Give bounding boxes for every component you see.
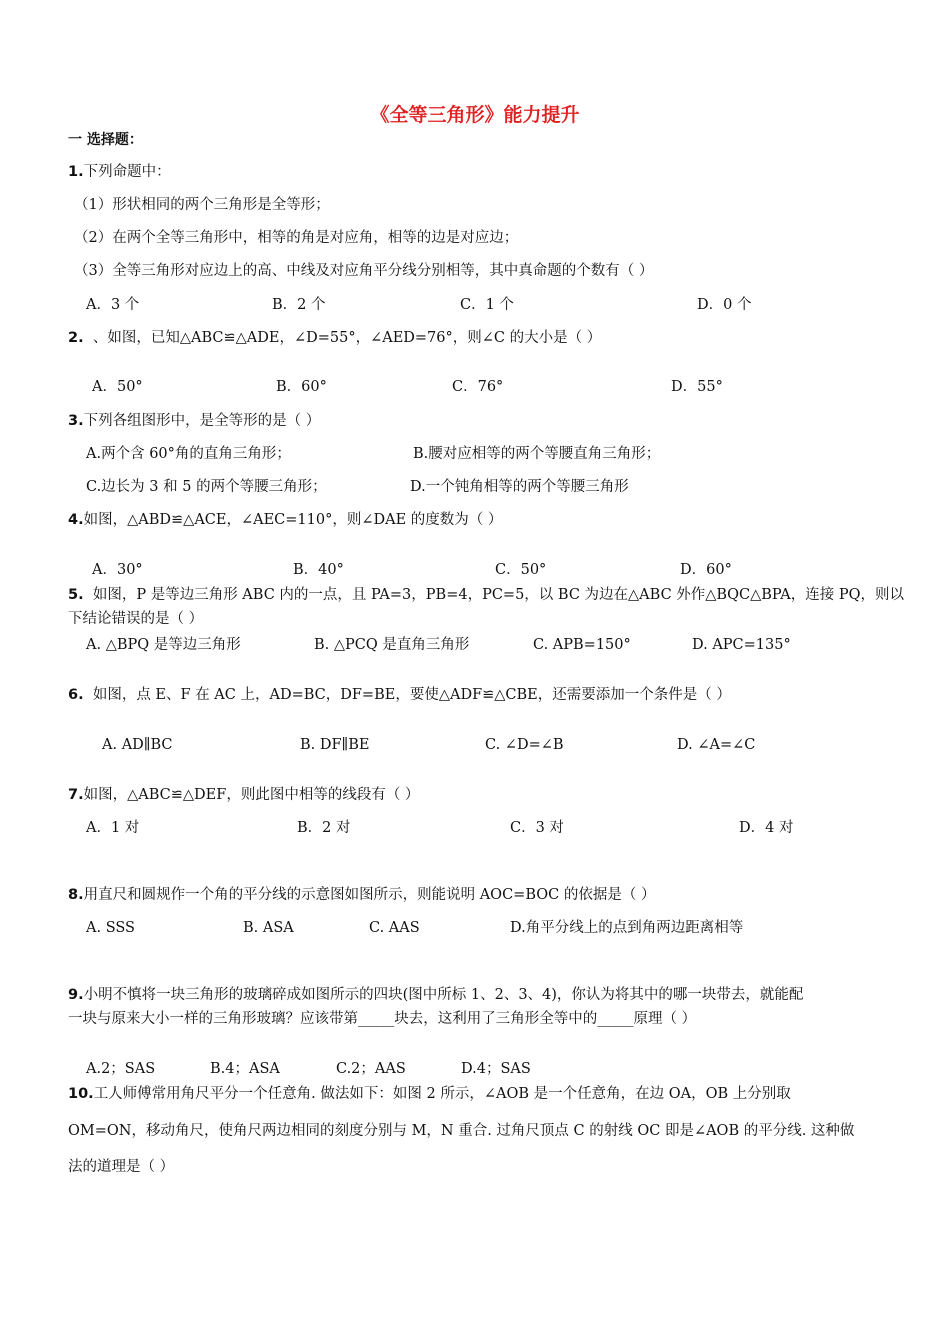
question-number: 6. xyxy=(68,687,84,703)
option-d: D.4；SAS xyxy=(461,1061,531,1077)
question-3 xyxy=(68,412,320,430)
question-7 xyxy=(68,786,419,804)
option-a: A．30° xyxy=(92,562,143,578)
question-stem: 如图，△ABD≌△ACE，∠AEC=110°，则∠DAE 的度数为（ ） xyxy=(83,512,503,528)
option-c: C．76° xyxy=(452,379,504,395)
question-1 xyxy=(68,163,171,181)
question-stem: 下列命题中： xyxy=(83,164,171,180)
question-9 xyxy=(68,986,803,1004)
question-stem: 如图，点 E、F 在 AC 上，AD=BC，DF=BE，要使△ADF≌△CBE，还需要添加一个条件是（ ） xyxy=(92,687,731,703)
option-c: C．50° xyxy=(495,562,547,578)
question-stem: 、如图，已知△ABC≌△ADE，∠D=55°，∠AED=76°，则∠C 的大小是（ ） xyxy=(92,330,602,346)
question-stem: 小明不慎将一块三角形的玻璃碎成如图所示的四块(图中所标 1、2、3、4)，你认为将其中的哪一块带去，就能配 xyxy=(83,987,804,1003)
option-c: C．1 个 xyxy=(460,297,514,313)
question-2 xyxy=(68,329,601,347)
question-stem: 如图，△ABC≌△DEF，则此图中相等的线段有（ ） xyxy=(83,787,420,803)
option-a: A．50° xyxy=(92,379,143,395)
option-c: C．3 对 xyxy=(510,820,564,836)
option-d: D．0 个 xyxy=(697,297,752,313)
question-stem-continued: OM=ON，移动角尺，使角尺两边相同的刻度分别与 M，N 重合. 过角尺顶点 C 的射线 OC 即是∠AOB 的平分线. 这种做 xyxy=(68,1123,855,1139)
statement-item: （1）形状相同的两个三角形是全等形； xyxy=(74,197,330,213)
option-b: B．40° xyxy=(293,562,344,578)
option-a: A.两个含 60°角的直角三角形； xyxy=(86,446,291,462)
option-d: D.角平分线上的点到角两边距离相等 xyxy=(510,920,744,936)
question-8 xyxy=(68,886,655,904)
option-a: A．1 对 xyxy=(86,820,140,836)
question-4 xyxy=(68,511,502,529)
section-heading: 一 选择题： xyxy=(68,132,143,148)
question-10 xyxy=(68,1085,791,1103)
question-6 xyxy=(68,686,731,704)
question-number: 2. xyxy=(68,330,84,346)
question-stem-continued: 下结论错误的是（ ） xyxy=(68,611,204,627)
question-stem: 下列各组图形中，是全等形的是（ ） xyxy=(83,413,321,429)
question-stem-continued: 法的道理是（ ） xyxy=(68,1159,175,1175)
option-b: B．2 对 xyxy=(297,820,351,836)
question-5 xyxy=(68,586,904,604)
question-stem: 用直尺和圆规作一个角的平分线的示意图如图所示，则能说明 AOC=BOC 的依据是（ ） xyxy=(83,887,656,903)
option-c: C.边长为 3 和 5 的两个等腰三角形； xyxy=(86,479,327,495)
option-c: C. ∠D=∠B xyxy=(485,737,564,753)
question-number: 5. xyxy=(68,587,84,603)
option-b: B. ASA xyxy=(243,920,294,936)
option-a: A．3 个 xyxy=(86,297,140,313)
option-c: C.2；AAS xyxy=(336,1061,406,1077)
question-number: 3. xyxy=(68,413,84,429)
option-d: D. APC=135° xyxy=(692,637,791,653)
option-d: D. ∠A=∠C xyxy=(677,737,756,753)
page-title: 《全等三角形》能力提升 xyxy=(370,104,580,126)
option-a: A.2；SAS xyxy=(86,1061,156,1077)
option-b: B.4；ASA xyxy=(210,1061,280,1077)
statement-item: （2）在两个全等三角形中，相等的角是对应角，相等的边是对应边； xyxy=(74,230,519,246)
option-c: C. AAS xyxy=(369,920,420,936)
option-d: D.一个钝角相等的两个等腰三角形 xyxy=(410,479,629,495)
option-b: B. DF∥BE xyxy=(300,737,370,753)
option-a: A. SSS xyxy=(86,920,135,936)
question-stem: 如图，P 是等边三角形 ABC 内的一点，且 PA=3，PB=4，PC=5，以 BC 为边在△ABC 外作△BQC△BPA，连接 PQ，则以 xyxy=(92,587,905,603)
option-c: C. APB=150° xyxy=(533,637,631,653)
statement-item: （3）全等三角形对应边上的高、中线及对应角平分线分别相等，其中真命题的个数有（ ） xyxy=(74,263,654,279)
question-stem-continued: 一块与原来大小一样的三角形玻璃？应该带第_____块去，这利用了三角形全等中的_____原理（ ） xyxy=(68,1011,697,1027)
option-b: B．60° xyxy=(276,379,327,395)
question-stem: 工人师傅常用角尺平分一个任意角. 做法如下：如图 2 所示，∠AOB 是一个任意角，在边 OA，OB 上分别取 xyxy=(93,1086,791,1102)
option-a: A. AD∥BC xyxy=(102,737,173,753)
option-a: A. △BPQ 是等边三角形 xyxy=(86,637,241,653)
question-number: 7. xyxy=(68,787,84,803)
question-number: 9. xyxy=(68,987,84,1003)
question-number: 1. xyxy=(68,164,84,180)
option-d: D．60° xyxy=(680,562,732,578)
question-number: 8. xyxy=(68,887,84,903)
question-number: 4. xyxy=(68,512,84,528)
option-d: D．55° xyxy=(671,379,723,395)
question-number: 10. xyxy=(68,1086,94,1102)
option-b: B.腰对应相等的两个等腰直角三角形； xyxy=(413,446,661,462)
option-b: B．2 个 xyxy=(272,297,326,313)
option-d: D．4 对 xyxy=(739,820,794,836)
option-b: B. △PCQ 是直角三角形 xyxy=(314,637,470,653)
